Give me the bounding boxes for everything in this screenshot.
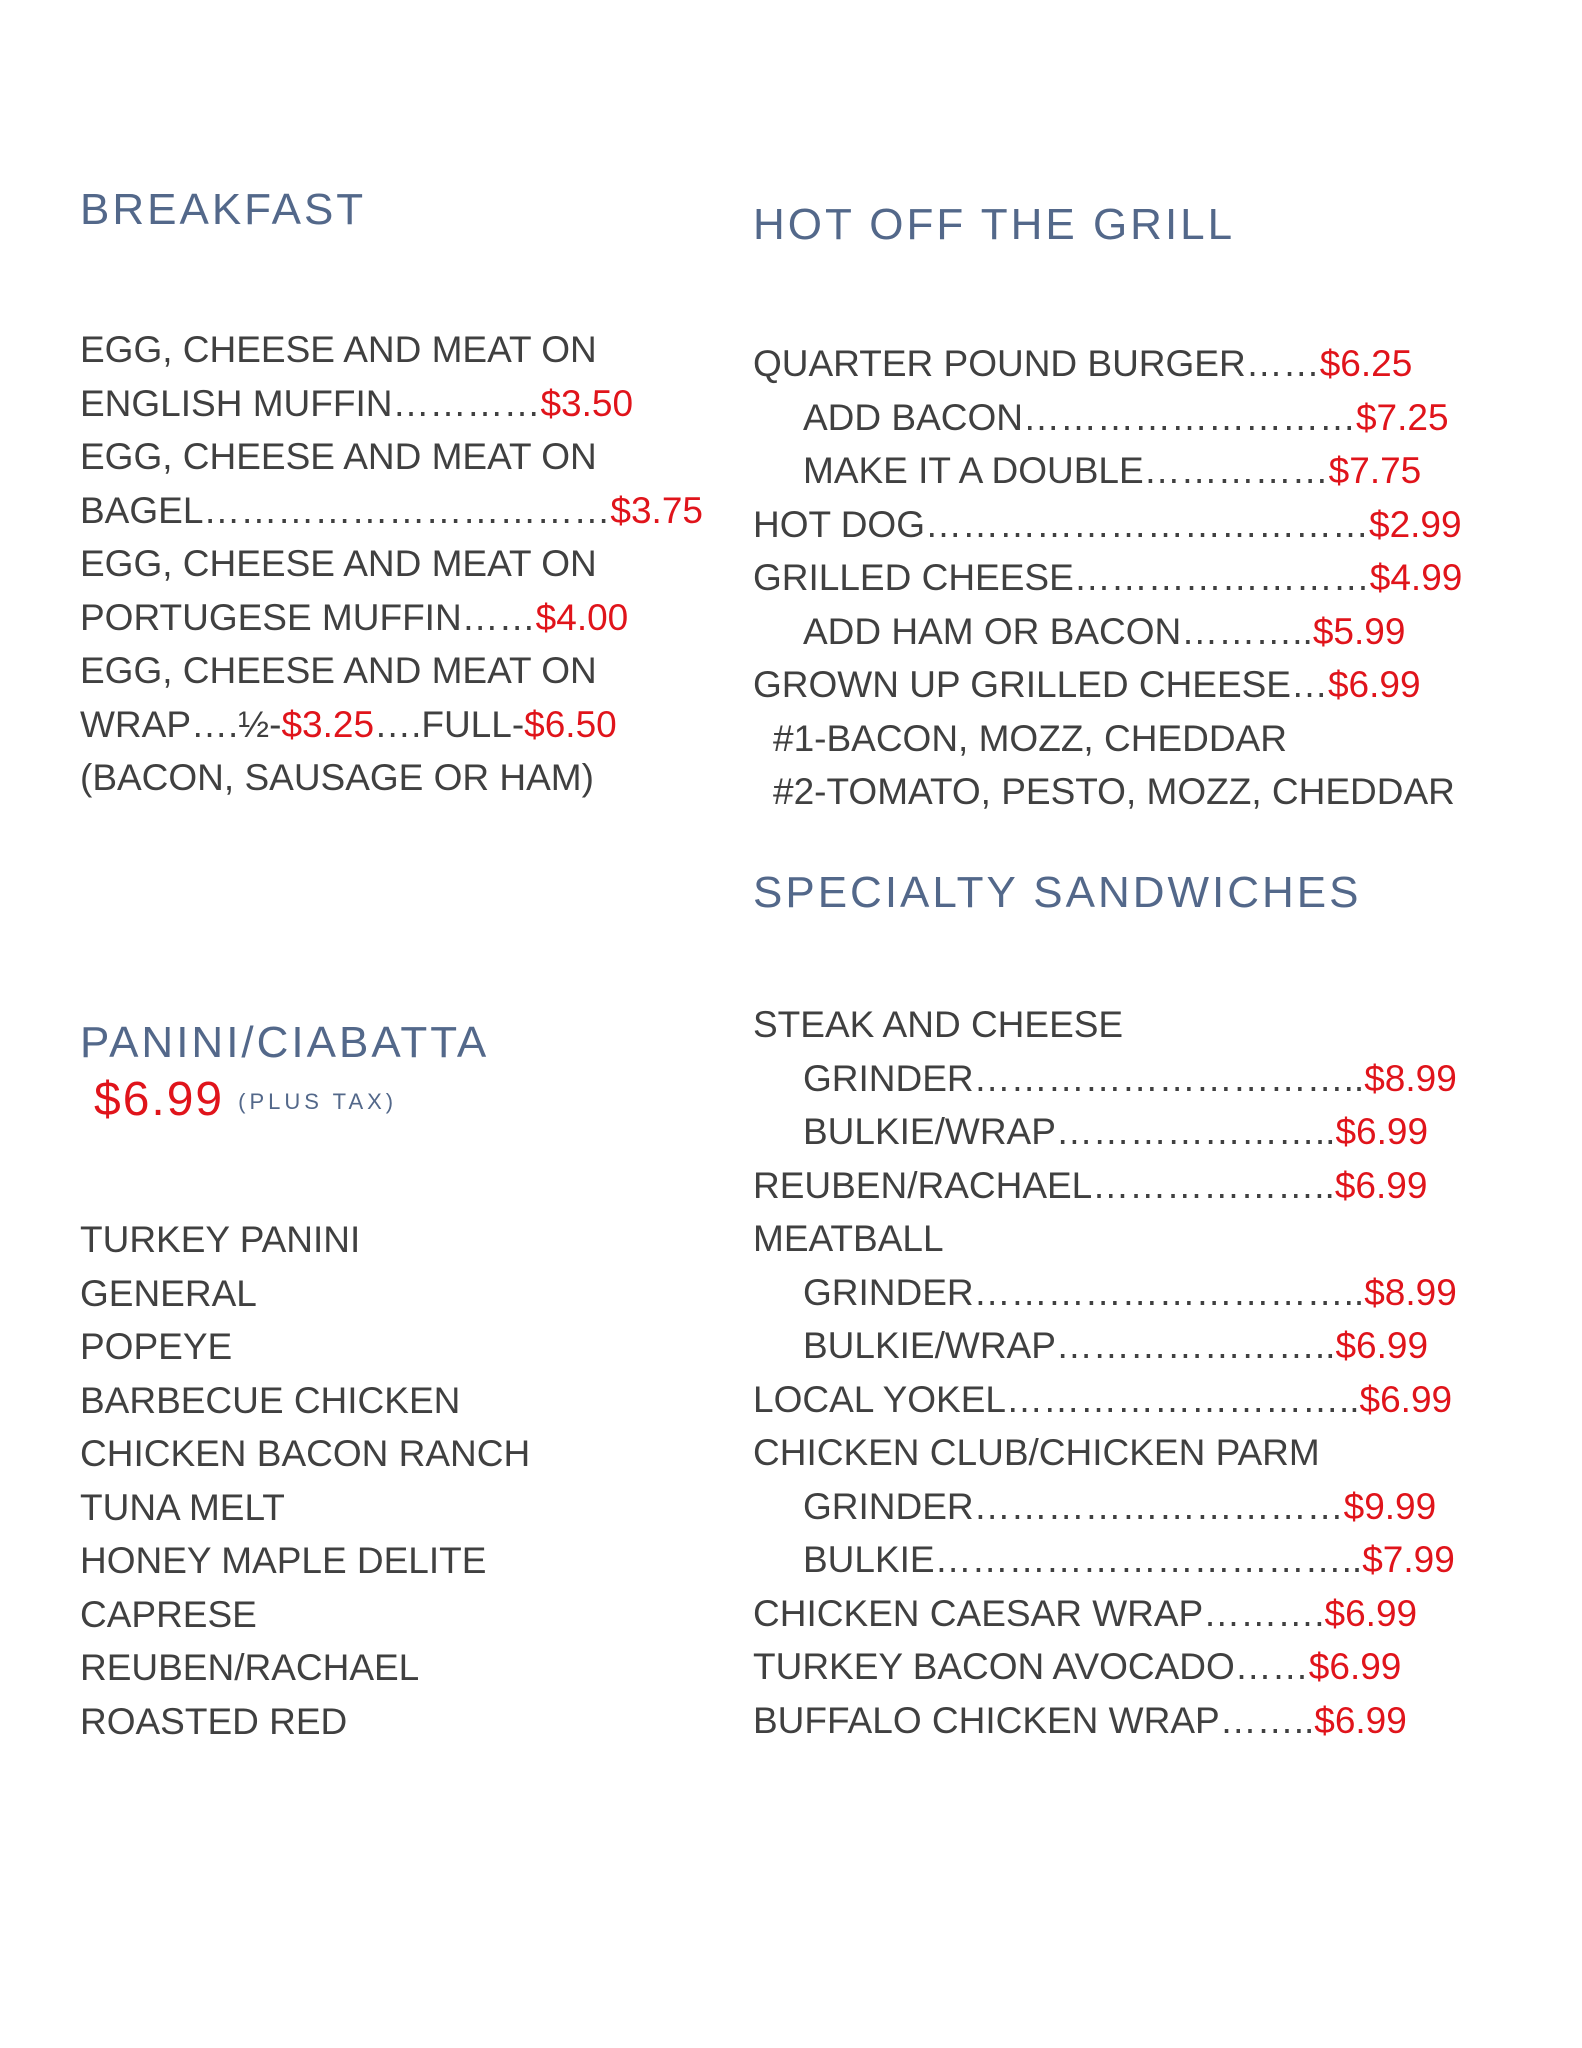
item-name: HOT DOG <box>753 503 925 545</box>
item-name: QUARTER POUND BURGER <box>753 343 1246 384</box>
leader-dots: …. <box>374 703 422 745</box>
item-name: PORTUGESE MUFFIN <box>80 596 462 638</box>
item-price: $6.99 <box>1359 1378 1453 1420</box>
menu-line <box>753 498 1462 552</box>
item-name: BAGEL <box>80 489 204 531</box>
item-price: $7.99 <box>1362 1539 1455 1580</box>
leader-dots: ……………………….. <box>1005 1378 1360 1420</box>
item-name: GRINDER <box>803 1057 974 1099</box>
panini-item: ROASTED RED <box>80 1700 348 1742</box>
wrap-price-line <box>80 698 703 752</box>
leader-dots: …… <box>461 596 536 638</box>
item-name: BULKIE/WRAP <box>803 1111 1056 1152</box>
menu-line <box>753 712 1462 766</box>
menu-line <box>753 1533 1457 1587</box>
item-name: MAKE IT A DOUBLE <box>803 450 1144 491</box>
menu-line <box>753 765 1462 819</box>
item-name: GRINDER <box>803 1485 974 1527</box>
leader-dots: …. <box>191 703 239 745</box>
panini-section <box>80 1018 530 1748</box>
grill-list <box>753 337 1462 819</box>
leader-dots: … <box>1290 664 1328 705</box>
panini-heading: PANINI/CIABATTA <box>80 1018 490 1067</box>
item-price: $4.00 <box>535 596 629 638</box>
item-name: BULKIE <box>803 1539 935 1580</box>
leader-dots: ………… <box>392 382 541 424</box>
menu-line <box>80 591 703 645</box>
menu-line <box>80 484 703 538</box>
panini-item: TURKEY PANINI <box>80 1219 361 1260</box>
panini-list <box>80 1213 530 1748</box>
leader-dots: …………………………….. <box>934 1539 1363 1580</box>
item-name: EGG, CHEESE AND MEAT ON <box>80 650 597 691</box>
panini-item: BARBECUE CHICKEN <box>80 1379 461 1421</box>
leader-dots: …………………………… <box>203 489 611 531</box>
item-price: $5.99 <box>1312 610 1406 652</box>
grill-heading: HOT OFF THE GRILL <box>753 200 1236 249</box>
item-name: LOCAL YOKEL <box>753 1378 1006 1420</box>
item-price: $6.99 <box>1327 664 1421 705</box>
item-price: $8.99 <box>1364 1271 1457 1313</box>
menu-line <box>753 1373 1457 1427</box>
panini-item: GENERAL <box>80 1272 257 1314</box>
menu-line <box>80 323 703 377</box>
item-price: $3.75 <box>610 489 703 531</box>
menu-line <box>753 1052 1457 1106</box>
leader-dots: ……………………………… <box>925 503 1369 545</box>
breakfast-list <box>80 323 703 805</box>
panini-price-row <box>80 1072 530 1127</box>
item-price: $6.99 <box>1324 1592 1418 1634</box>
breakfast-section <box>80 185 703 805</box>
wrap-full-label: FULL- <box>421 703 525 745</box>
item-name: #2-TOMATO, PESTO, MOZZ, CHEDDAR <box>773 771 1455 812</box>
item-price: $9.99 <box>1343 1485 1437 1527</box>
leader-dots: …… <box>1245 343 1320 384</box>
item-name: #1-BACON, MOZZ, CHEDDAR <box>773 717 1287 759</box>
menu-line <box>753 1105 1457 1159</box>
item-name: CHICKEN CLUB/CHICKEN PARM <box>753 1432 1320 1473</box>
menu-line <box>753 1319 1457 1373</box>
menu-line <box>753 1587 1457 1641</box>
panini-item: CHICKEN BACON RANCH <box>80 1433 531 1474</box>
item-name: CHICKEN CAESAR WRAP <box>753 1592 1204 1634</box>
item-price: $6.99 <box>1335 1325 1429 1366</box>
item-price: $8.99 <box>1364 1057 1457 1099</box>
menu-line <box>753 658 1462 712</box>
item-name: MEATBALL <box>753 1218 944 1259</box>
menu-line <box>753 998 1457 1052</box>
item-name: TURKEY BACON AVOCADO <box>753 1646 1235 1687</box>
item-name: BUFFALO CHICKEN WRAP <box>753 1699 1220 1741</box>
panini-item: HONEY MAPLE DELITE <box>80 1540 487 1581</box>
menu-line <box>753 1266 1457 1320</box>
panini-item: POPEYE <box>80 1326 233 1367</box>
specialty-list <box>753 998 1457 1747</box>
item-price: $6.99 <box>1308 1646 1402 1687</box>
panini-item: CAPRESE <box>80 1593 257 1635</box>
item-price: $6.99 <box>1335 1111 1429 1152</box>
menu-line <box>80 537 703 591</box>
item-name: ADD BACON <box>803 396 1023 438</box>
item-name: STEAK AND CHEESE <box>753 1004 1124 1045</box>
menu-line <box>753 605 1462 659</box>
specialty-heading: SPECIALTY SANDWICHES <box>753 868 1362 917</box>
menu-line <box>80 644 703 698</box>
wrap-half-price: $3.25 <box>281 703 375 745</box>
item-price: $6.99 <box>1334 1164 1428 1206</box>
menu-line <box>753 1212 1457 1266</box>
item-name: REUBEN/RACHAEL <box>753 1164 1093 1206</box>
menu-line <box>753 391 1462 445</box>
leader-dots: ……………………… <box>1022 396 1356 438</box>
menu-line <box>753 1480 1457 1534</box>
wrap-half-label: ½- <box>238 703 282 745</box>
item-name: GRINDER <box>803 1271 974 1313</box>
item-price: $7.75 <box>1328 450 1422 491</box>
menu-line <box>753 1694 1457 1748</box>
item-name: GRILLED CHEESE <box>753 557 1074 598</box>
panini-price: $6.99 <box>94 1073 225 1126</box>
item-name: ENGLISH MUFFIN <box>80 382 393 424</box>
panini-price-note: (PLUS TAX) <box>238 1089 398 1114</box>
item-price: $2.99 <box>1369 503 1462 545</box>
item-name: EGG, CHEESE AND MEAT ON <box>80 543 597 584</box>
leader-dots: ……….. <box>1181 610 1313 652</box>
leader-dots: …….. <box>1219 1699 1315 1741</box>
wrap-label: WRAP <box>80 703 191 745</box>
menu-line <box>753 337 1462 391</box>
leader-dots: ……………….. <box>1092 1164 1335 1206</box>
item-name: ADD HAM OR BACON <box>803 610 1182 652</box>
wrap-full-price: $6.50 <box>524 703 617 745</box>
menu-line <box>80 430 703 484</box>
item-price: $7.25 <box>1355 396 1449 438</box>
leader-dots: ………………….. <box>1055 1325 1336 1366</box>
menu-line <box>753 551 1462 605</box>
menu-line <box>80 377 703 431</box>
grill-section <box>753 200 1462 819</box>
specialty-section <box>753 868 1457 1747</box>
breakfast-heading: BREAKFAST <box>80 185 367 234</box>
panini-item: TUNA MELT <box>80 1486 285 1528</box>
leader-dots: …………………… <box>1073 557 1370 598</box>
menu-line <box>753 444 1462 498</box>
menu-line <box>753 1159 1457 1213</box>
panini-item: REUBEN/RACHAEL <box>80 1647 420 1688</box>
leader-dots: ………. <box>1203 1592 1325 1634</box>
item-price: $6.25 <box>1319 343 1413 384</box>
item-price: $6.99 <box>1314 1699 1407 1741</box>
item-price: $4.99 <box>1369 557 1463 598</box>
item-price: $3.50 <box>540 382 634 424</box>
leader-dots: …………… <box>1143 450 1329 491</box>
item-name: EGG, CHEESE AND MEAT ON <box>80 436 597 477</box>
breakfast-note: (BACON, SAUSAGE OR HAM) <box>80 757 594 798</box>
item-name: GROWN UP GRILLED CHEESE <box>753 664 1291 705</box>
menu-line <box>753 1426 1457 1480</box>
leader-dots: ………………………….. <box>973 1271 1365 1313</box>
item-name: BULKIE/WRAP <box>803 1325 1056 1366</box>
leader-dots: ………………….. <box>1055 1111 1336 1152</box>
leader-dots: ………………………….. <box>973 1057 1365 1099</box>
leader-dots: ………………………… <box>973 1485 1344 1527</box>
item-name: EGG, CHEESE AND MEAT ON <box>80 329 597 370</box>
menu-line <box>753 1640 1457 1694</box>
leader-dots: …… <box>1234 1646 1309 1687</box>
